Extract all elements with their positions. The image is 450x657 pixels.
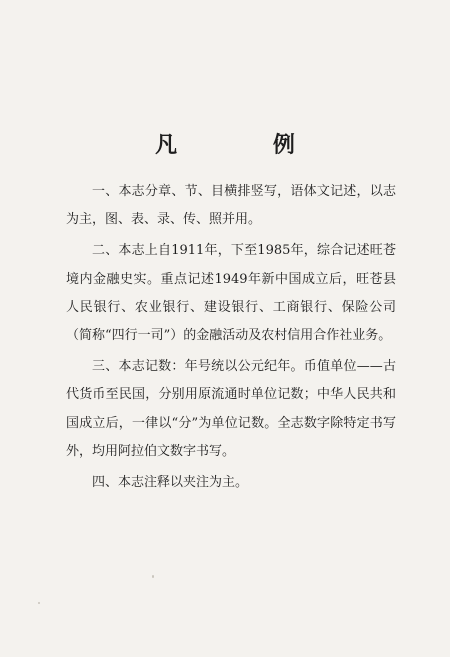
- page-title: 凡 例: [155, 132, 339, 158]
- paragraph-1: 一、本志分章、节、目横排竖写，语体文记述，以志为主，图、表、录、传、照并用。: [66, 184, 396, 228]
- paper-speck: [152, 575, 154, 578]
- paragraph-3: 三、本志记数：年号统以公元纪年。币值单位——古代货币至民国，分别用原流通时单位记数；中华人民共和国成立后，一律以“分”为单位记数。全志数字除特定书写外，均用阿拉伯文数字书写。: [66, 359, 396, 459]
- paper-speck: [38, 602, 40, 604]
- document-body: [66, 178, 396, 500]
- paragraph-2: 二、本志上自1911年，下至1985年，综合记述旺苍境内金融史实。重点记述1949年新中国成立后，旺苍县人民银行、农业银行、建设银行、工商银行、保险公司（简称“四行一司”）的金融活动及农村信用合作社业务。: [66, 243, 396, 344]
- paragraph-4: 四、本志注释以夹注为主。: [92, 475, 249, 491]
